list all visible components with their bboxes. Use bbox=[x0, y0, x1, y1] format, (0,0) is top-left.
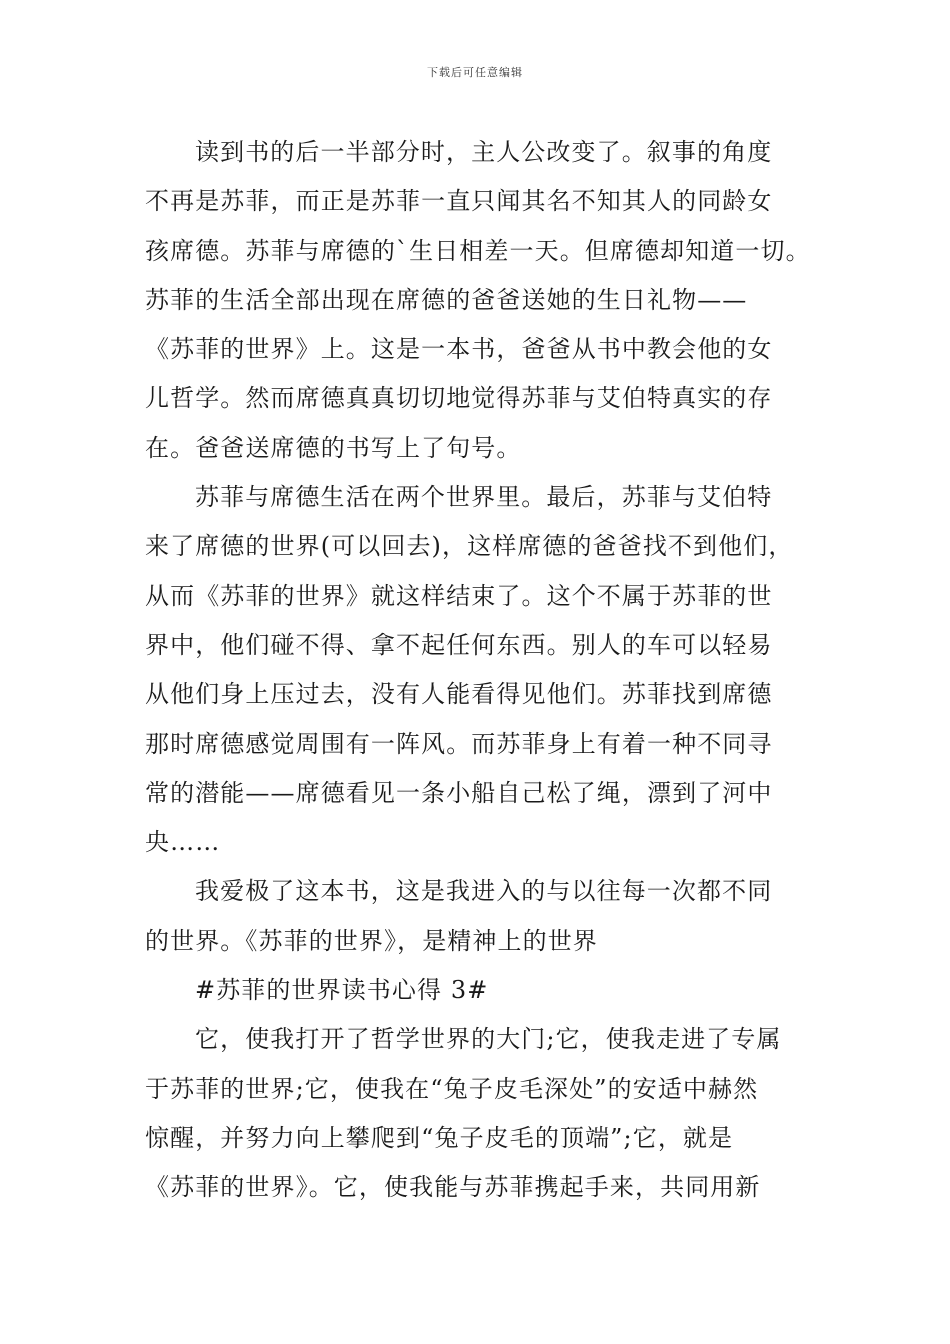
text-line: 孩席德。苏菲与席德的`生日相差一天。但席德却知道一切。 bbox=[145, 236, 811, 265]
text-line: 它，使我打开了哲学世界的大门;它，使我走进了专属 bbox=[195, 1025, 782, 1054]
text-line: 来了席德的世界(可以回去)，这样席德的爸爸找不到他们， bbox=[145, 532, 794, 561]
text-line: 读到书的后一半部分时，主人公改变了。叙事的角度 bbox=[195, 138, 773, 166]
section-heading: #苏菲的世界读书心得 3# bbox=[195, 976, 489, 1005]
text-line: 界中，他们碰不得、拿不起任何东西。别人的车可以轻易 bbox=[145, 630, 773, 659]
text-line: 从而《苏菲的世界》就这样结束了。这个不属于苏菲的世 bbox=[145, 581, 773, 610]
document-body bbox=[145, 128, 825, 1213]
text-line: 那时席德感觉周围有一阵风。而苏菲身上有着一种不同寻 bbox=[145, 729, 773, 758]
text-line: 苏菲与席德生活在两个世界里。最后，苏菲与艾伯特 bbox=[195, 483, 773, 512]
text-line: 我爱极了这本书，这是我进入的与以往每一次都不同 bbox=[195, 877, 773, 906]
text-line: 的世界。《苏菲的世界》，是精神上的世界 bbox=[145, 926, 598, 955]
text-line: 央…… bbox=[145, 828, 221, 857]
text-line: 不再是苏菲，而正是苏菲一直只闻其名不知其人的同龄女 bbox=[145, 187, 773, 216]
text-line: 苏菲的生活全部出现在席德的爸爸送她的生日礼物—— bbox=[145, 285, 748, 314]
page-header: 下载后可任意编辑 bbox=[427, 66, 523, 79]
text-line: 惊醒，并努力向上攀爬到“兔子皮毛的顶端”;它，就是 bbox=[145, 1123, 734, 1152]
text-line: 于苏菲的世界;它，使我在“兔子皮毛深处”的安适中赫然 bbox=[145, 1074, 759, 1103]
text-line: 在。爸爸送席德的书写上了句号。 bbox=[145, 433, 522, 462]
text-line: 《苏菲的世界》上。这是一本书，爸爸从书中教会他的女 bbox=[145, 335, 773, 364]
text-line: 儿哲学。然而席德真真切切地觉得苏菲与艾伯特真实的存 bbox=[145, 384, 773, 413]
text-line: 常的潜能——席德看见一条小船自己松了绳，漂到了河中 bbox=[145, 778, 773, 807]
text-line: 从他们身上压过去，没有人能看得见他们。苏菲找到席德 bbox=[145, 680, 773, 709]
text-line: 《苏菲的世界》。它，使我能与苏菲携起手来，共同用新 bbox=[145, 1173, 761, 1202]
